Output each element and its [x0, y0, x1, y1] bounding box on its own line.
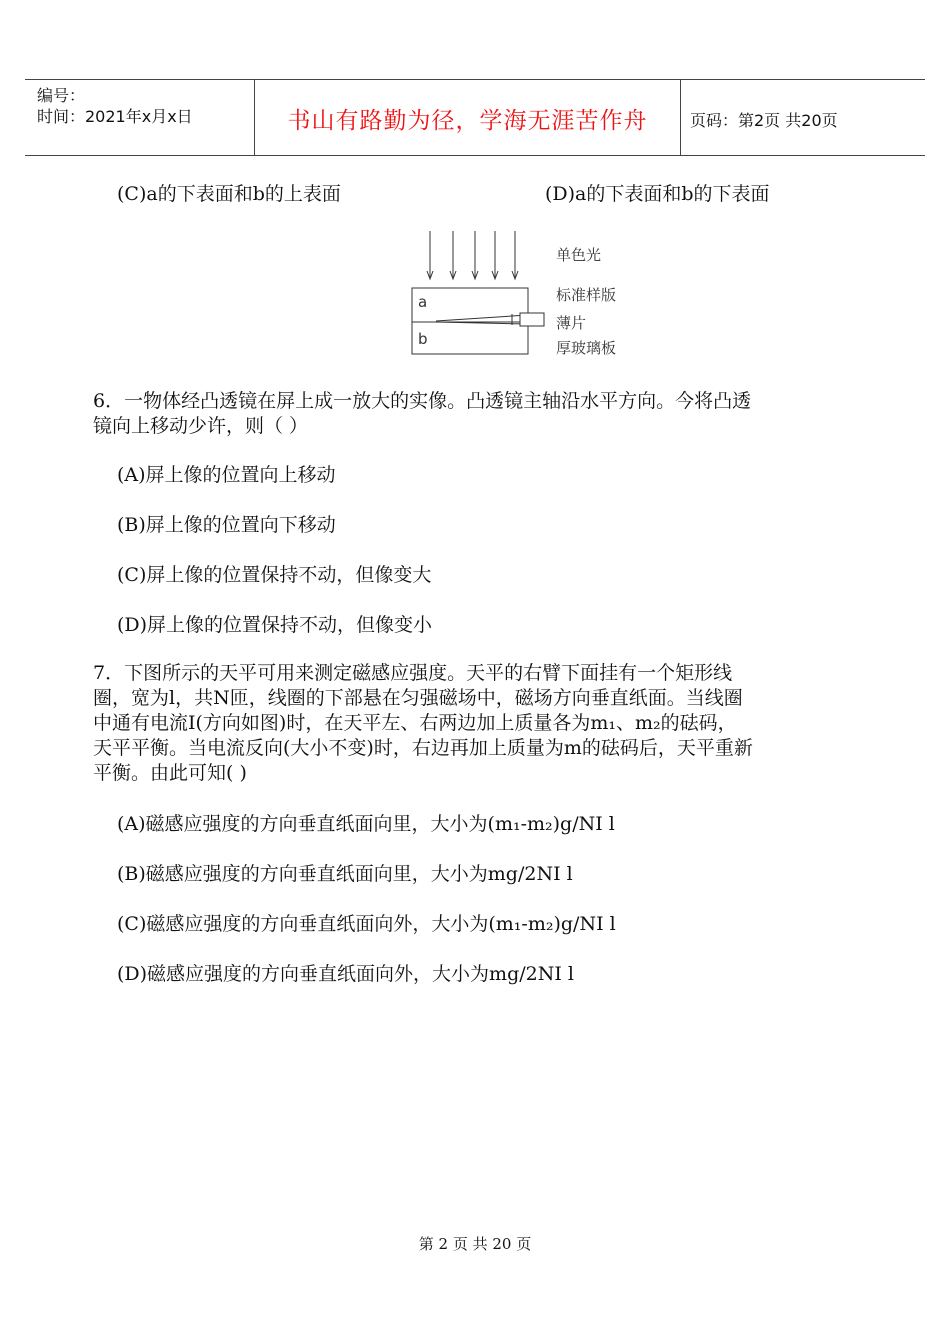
question-7-stem-line: 中通有电流I(方向如图)时，在天平左、右两边加上质量各为m₁、m₂的砝码， [93, 712, 737, 734]
question-7-stem-line: 天平平衡。当电流反向(大小不变)时，右边再加上质量为m的砝码后，天平重新 [93, 737, 753, 759]
header-bottom-rule [25, 155, 925, 156]
document-time-label: 时间：2021年x月x日 [37, 107, 193, 126]
label-monochromatic-light: 单色光 [556, 246, 602, 264]
question-6-stem [93, 389, 863, 439]
header-top-rule [25, 79, 925, 80]
label-a: a [418, 293, 428, 311]
label-thick-glass: 厚玻璃板 [556, 339, 617, 357]
document-number-label: 编号： [37, 86, 86, 105]
question-7-option-d: (D)磁感应强度的方向垂直纸面向外，大小为mg/2NI l [117, 963, 574, 985]
question-7-stem [93, 661, 863, 786]
question-6-stem-line: 6．一物体经凸透镜在屏上成一放大的实像。凸透镜主轴沿水平方向。今将凸透 [93, 390, 752, 412]
question-7-option-b: (B)磁感应强度的方向垂直纸面向里，大小为mg/2NI l [117, 863, 573, 885]
wedge-top-line [436, 315, 528, 321]
question-7-stem-line: 平衡。由此可知( ) [93, 762, 247, 784]
header-page-label: 页码：第2页 共20页 [690, 111, 838, 130]
question-6-option-c: (C)屏上像的位置保持不动，但像变大 [117, 564, 432, 586]
label-standard-plate: 标准样版 [556, 286, 617, 304]
question-7-option-c: (C)磁感应强度的方向垂直纸面向外，大小为(m₁-m₂)g/NI l [117, 913, 616, 935]
question-6-option-d: (D)屏上像的位置保持不动，但像变小 [117, 614, 433, 636]
header-motto: 书山有路勤为径，学海无涯苦作舟 [287, 108, 648, 134]
question-6-option-a: (A)屏上像的位置向上移动 [117, 464, 336, 486]
header-divider-2 [680, 80, 681, 155]
question-7-stem-line: 7．下图所示的天平可用来测定磁感应强度。天平的右臂下面挂有一个矩形线 [93, 662, 733, 684]
thin-sheet [520, 313, 544, 326]
label-thin-sheet: 薄片 [556, 314, 587, 332]
q5-option-d: (D)a的下表面和b的下表面 [545, 183, 770, 205]
question-7-option-a: (A)磁感应强度的方向垂直纸面向里，大小为(m₁-m₂)g/NI l [117, 813, 615, 835]
question-6-stem-line: 镜向上移动少许，则（ ） [93, 415, 309, 437]
page-footer: 第 2 页 共 20 页 [418, 1235, 532, 1253]
q5-option-c: (C)a的下表面和b的上表面 [117, 183, 341, 205]
glass-plates-outline [412, 288, 528, 354]
label-b: b [418, 330, 428, 348]
question-6-option-b: (B)屏上像的位置向下移动 [117, 514, 336, 536]
question-7-stem-line: 圈，宽为l，共N匝，线圈的下部悬在匀强磁场中，磁场方向垂直纸面。当线圈 [93, 687, 743, 709]
